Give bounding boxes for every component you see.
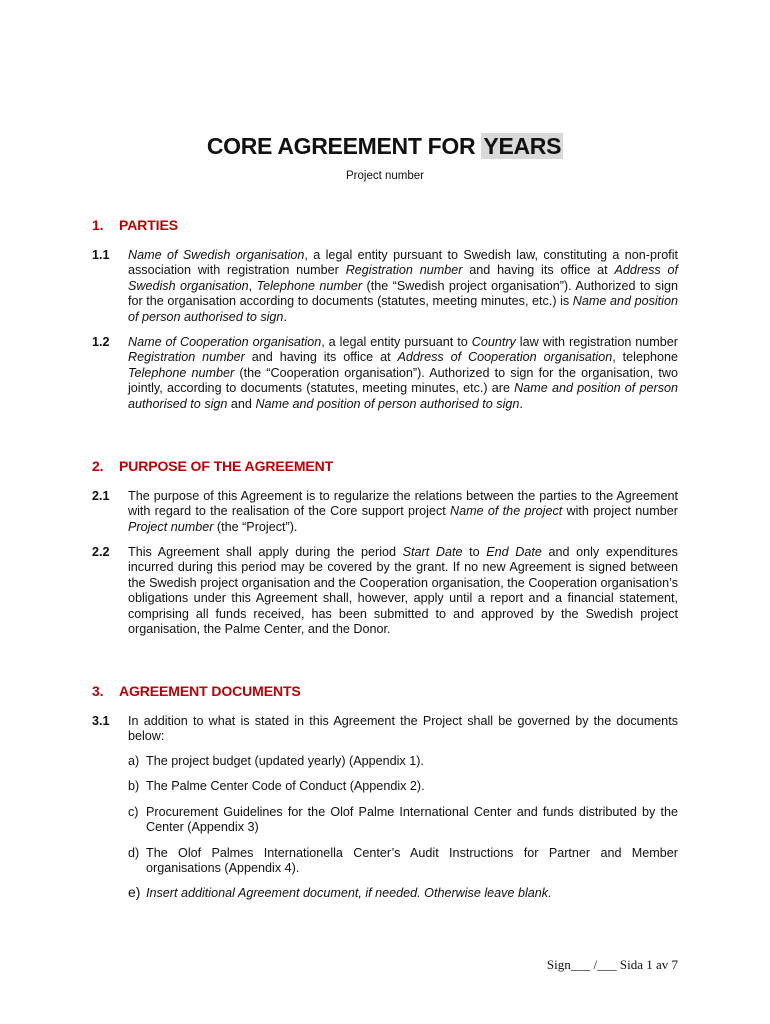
document-title: [0, 133, 770, 160]
clause-text: The purpose of this Agreement is to regularize the relations between the parties to the Agreement with regard to the realisation of the Core support project Name of the project with project number Project number (the “Project”).: [128, 489, 678, 534]
clause-number: 1.1: [92, 248, 110, 262]
list-item: [128, 886, 678, 901]
clause-2-2: [92, 545, 678, 637]
list-item-label: a): [128, 754, 140, 768]
clause-2-1: [92, 489, 678, 535]
title-placeholder-years[interactable]: YEARS: [483, 133, 562, 159]
clause-3-1: [92, 714, 678, 745]
section-number: 3.: [92, 683, 104, 699]
clause-text: In addition to what is stated in this Agreement the Project shall be governed by the documents below:: [128, 714, 678, 744]
list-item: [128, 846, 678, 877]
section-heading-agreement-documents: [92, 683, 301, 699]
clause-text: This Agreement shall apply during the period Start Date to End Date and only expenditures incurred during this period may be covered by the grant. If no new Agreement is signed between the Swedish project organisation and the Cooperation organisation, the Cooperation organisation’s obligations under this Agreement shall, however, apply until a report and a financial statement, comprising all funds received, has been submitted to and approved by the Swedish project organisation, the Palme Center, and the Donor.: [128, 545, 678, 637]
list-item-text-placeholder[interactable]: Insert additional Agreement document, if needed. Otherwise leave blank.: [146, 886, 552, 901]
list-item: [128, 754, 678, 769]
section-title: PURPOSE OF THE AGREEMENT: [119, 458, 334, 474]
clause-number: 3.1: [92, 714, 110, 728]
section-number: 1.: [92, 217, 104, 233]
section-number: 2.: [92, 458, 104, 474]
project-number-subtitle: Project number: [346, 170, 424, 182]
section-title: AGREEMENT DOCUMENTS: [119, 683, 301, 699]
section-heading-purpose: [92, 458, 333, 474]
section-title: PARTIES: [119, 217, 178, 233]
title-prefix: CORE AGREEMENT FOR: [206, 133, 482, 159]
clause-number: 2.2: [92, 545, 110, 559]
page-footer: Sign___ /___ Sida 1 av 7: [546, 957, 678, 972]
list-item-label: d): [128, 845, 140, 860]
clause-text: Name of Cooperation organisation, a legal entity pursuant to Country law with registration number Registration number and having its office at Address of Cooperation organisation, telephone Telephone number (the “Cooperation organisation”). Authorized to sign for the organisation, two jointly, according to documents (statutes, meeting minutes, etc.) are Name and position of person authorised to sign and Name and position of person authorised to sign.: [128, 335, 679, 411]
list-item-text: The project budget (updated yearly) (Appendix 1).: [146, 754, 424, 768]
list-item: [128, 779, 678, 794]
list-item-label: e): [128, 884, 141, 901]
list-item-label: c): [128, 804, 139, 819]
list-item-text: The Palme Center Code of Conduct (Appendix 2).: [146, 779, 425, 794]
appendix-list: [128, 754, 678, 902]
section-heading-parties: [92, 217, 178, 233]
clause-text: Name of Swedish organisation, a legal entity pursuant to Swedish law, constituting a non-profit association with registration number Registration number and having its office at Address of Swedish organisation, Telephone number (the “Swedish project organisation”). Authorized to sign for the organisation according to documents (statutes, meeting minutes, etc.) is Name and position of person authorised to sign.: [128, 248, 679, 324]
clause-1-2: [92, 335, 678, 412]
clause-number: 2.1: [92, 489, 110, 503]
clause-number: 1.2: [92, 335, 110, 349]
list-item-text: The Olof Palmes Internationella Center’s Audit Instructions for Partner and Member organisations (Appendix 4).: [146, 845, 678, 876]
clause-1-1: [92, 248, 678, 325]
list-item: [128, 805, 678, 836]
list-item-text: Procurement Guidelines for the Olof Palme International Center and funds distributed by the Center (Appendix 3): [146, 804, 678, 835]
list-item-label: b): [128, 779, 140, 794]
